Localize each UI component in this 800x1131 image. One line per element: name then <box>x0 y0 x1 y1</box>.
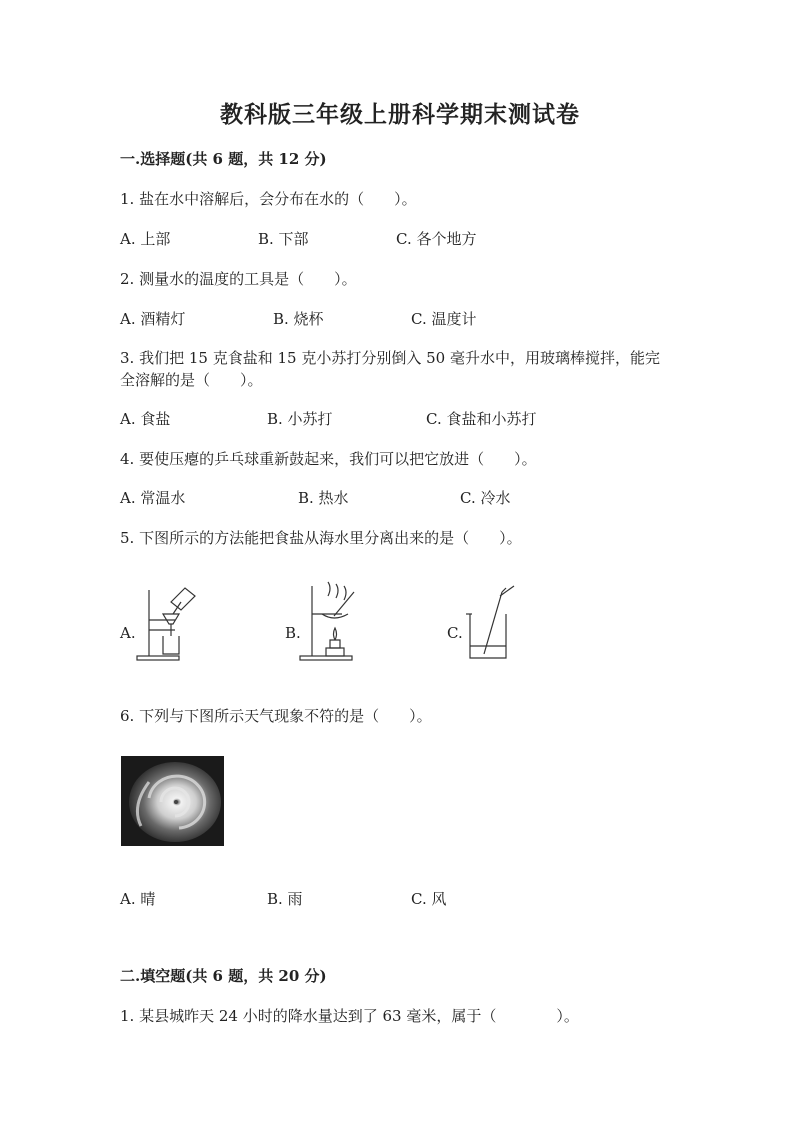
question-4: 4. 要使压瘪的乒乓球重新鼓起来，我们可以把它放进（ ）。 <box>120 450 537 468</box>
typhoon-satellite-image <box>121 756 224 846</box>
q5-option-a: A. <box>120 624 136 642</box>
question-2: 2. 测量水的温度的工具是（ ）。 <box>120 270 357 288</box>
q5-option-c: C. <box>447 624 463 642</box>
section-heading-fill: 二.填空题(共 6 题，共 20 分) <box>120 967 327 985</box>
q5-option-b: B. <box>285 624 301 642</box>
q4-option-a: A. 常温水 <box>120 489 186 507</box>
q3-option-b: B. 小苏打 <box>267 410 333 428</box>
q1-option-a: A. 上部 <box>120 230 171 248</box>
question-3-line2: 全溶解的是（ ）。 <box>120 371 263 389</box>
q2-option-c: C. 温度计 <box>411 310 477 328</box>
q4-option-c: C. 冷水 <box>460 489 511 507</box>
question-1: 1. 盐在水中溶解后，会分布在水的（ ）。 <box>120 190 417 208</box>
evaporation-apparatus-icon <box>298 578 364 662</box>
q4-option-b: B. 热水 <box>298 489 349 507</box>
fill-question-1: 1. 某县城昨天 24 小时的降水量达到了 63 毫米，属于（ ）。 <box>120 1007 579 1025</box>
q1-option-b: B. 下部 <box>258 230 309 248</box>
q2-option-b: B. 烧杯 <box>273 310 324 328</box>
beaker-stirring-icon <box>462 584 522 662</box>
q6-option-a: A. 晴 <box>120 890 156 908</box>
section-heading-choice: 一.选择题(共 6 题，共 12 分) <box>120 150 327 168</box>
q3-option-a: A. 食盐 <box>120 410 171 428</box>
page-title: 教科版三年级上册科学期末测试卷 <box>220 101 580 128</box>
question-3-line1: 3. 我们把 15 克食盐和 15 克小苏打分别倒入 50 毫升水中，用玻璃棒搅拌，能完 <box>120 349 660 367</box>
q2-option-a: A. 酒精灯 <box>120 310 186 328</box>
question-5: 5. 下图所示的方法能把食盐从海水里分离出来的是（ ）。 <box>120 529 522 547</box>
question-6: 6. 下列与下图所示天气现象不符的是（ ）。 <box>120 707 432 725</box>
q1-option-c: C. 各个地方 <box>396 230 477 248</box>
q6-option-b: B. 雨 <box>267 890 303 908</box>
q3-option-c: C. 食盐和小苏打 <box>426 410 537 428</box>
q6-option-c: C. 风 <box>411 890 447 908</box>
filtration-apparatus-icon <box>135 578 197 662</box>
